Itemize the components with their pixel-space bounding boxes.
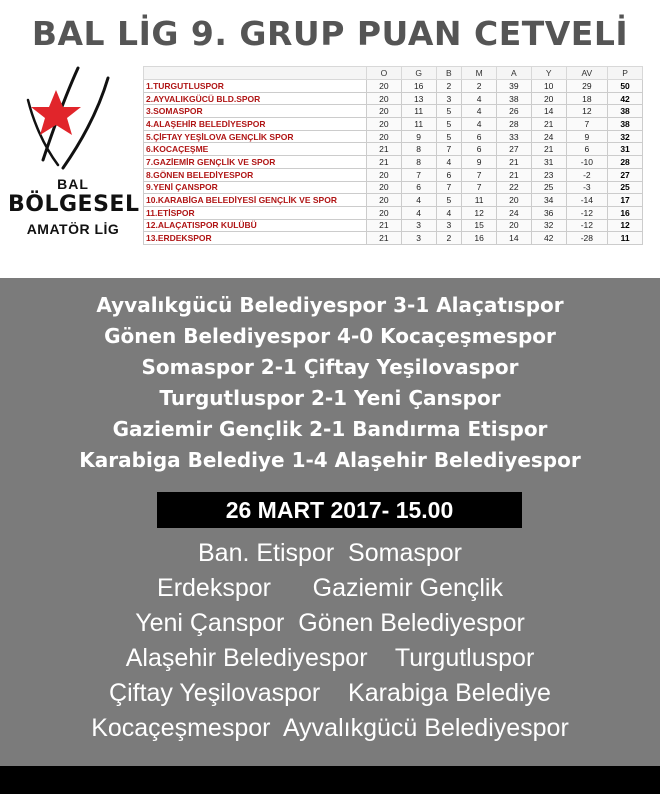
points-cell: 16 — [608, 206, 643, 219]
stat-cell: 7 — [436, 143, 462, 156]
stat-cell: 21 — [531, 143, 566, 156]
stat-cell: 20 — [367, 118, 402, 131]
stat-cell: 21 — [497, 168, 532, 181]
column-header: Y — [531, 67, 566, 80]
table-row — [144, 181, 643, 194]
stat-cell: 31 — [531, 156, 566, 169]
stat-cell: 14 — [531, 105, 566, 118]
stat-cell: 8 — [401, 156, 436, 169]
stat-cell: 18 — [566, 92, 608, 105]
results-fixtures-panel — [0, 278, 660, 766]
match-result: Somaspor 2-1 Çiftay Yeşilovaspor — [141, 355, 519, 379]
footer-bar — [0, 766, 660, 794]
stat-cell: 20 — [497, 194, 532, 207]
stat-cell: 29 — [566, 80, 608, 93]
table-row — [144, 105, 643, 118]
stat-cell: 13 — [401, 92, 436, 105]
points-cell: 32 — [608, 130, 643, 143]
logo-text-amator-lig: AMATÖR LİG — [26, 221, 120, 237]
results-list — [0, 290, 660, 476]
table-row — [144, 219, 643, 232]
stat-cell: 22 — [497, 181, 532, 194]
team-name-cell: 1.TURGUTLUSPOR — [144, 80, 367, 93]
stat-cell: 6 — [401, 181, 436, 194]
stat-cell: -2 — [566, 168, 608, 181]
match-result: Karabiga Belediye 1-4 Alaşehir Belediyespor — [79, 448, 581, 472]
fixture-date-banner: 26 MART 2017- 15.00 — [157, 492, 522, 528]
table-row — [144, 232, 643, 245]
stat-cell: 7 — [462, 168, 497, 181]
logo-text-bolgesel: BÖLGESEL — [8, 192, 140, 217]
star-emblem-icon — [8, 60, 138, 176]
stat-cell: 11 — [401, 105, 436, 118]
stat-cell: 24 — [497, 206, 532, 219]
column-header: M — [462, 67, 497, 80]
stat-cell: 16 — [462, 232, 497, 245]
team-name-cell: 4.ALAŞEHİR BELEDİYESPOR — [144, 118, 367, 131]
stat-cell: 20 — [367, 181, 402, 194]
table-row — [144, 130, 643, 143]
points-cell: 11 — [608, 232, 643, 245]
stat-cell: 3 — [436, 92, 462, 105]
stat-cell: 12 — [462, 206, 497, 219]
stat-cell: 2 — [462, 80, 497, 93]
stat-cell: 42 — [531, 232, 566, 245]
stat-cell: -28 — [566, 232, 608, 245]
stat-cell: 7 — [462, 181, 497, 194]
points-cell: 38 — [608, 118, 643, 131]
stat-cell: -14 — [566, 194, 608, 207]
stat-cell: 10 — [531, 80, 566, 93]
stat-cell: 11 — [401, 118, 436, 131]
logo-text-bal: BAL — [57, 176, 89, 192]
stat-cell: 4 — [401, 194, 436, 207]
stat-cell: 20 — [367, 80, 402, 93]
team-name-cell: 3.SOMASPOR — [144, 105, 367, 118]
fixture-item: Alaşehir Belediyespor Turgutluspor — [125, 644, 535, 672]
stat-cell: 11 — [462, 194, 497, 207]
stat-cell: 5 — [436, 118, 462, 131]
stat-cell: 5 — [436, 105, 462, 118]
table-row — [144, 168, 643, 181]
team-name-cell: 9.YENİ ÇANSPOR — [144, 181, 367, 194]
stat-cell: 21 — [497, 156, 532, 169]
stat-cell: 4 — [462, 105, 497, 118]
stat-cell: 20 — [367, 105, 402, 118]
stat-cell: 21 — [367, 156, 402, 169]
points-cell: 27 — [608, 168, 643, 181]
stat-cell: 20 — [367, 130, 402, 143]
points-cell: 38 — [608, 105, 643, 118]
stat-cell: 4 — [462, 92, 497, 105]
stat-cell: 20 — [497, 219, 532, 232]
match-result: Ayvalıkgücü Belediyespor 3-1 Alaçatıspor — [96, 293, 564, 317]
stat-cell: 34 — [531, 194, 566, 207]
fixture-item: Erdekspor Gaziemir Gençlik — [157, 574, 503, 602]
points-cell: 31 — [608, 143, 643, 156]
stat-cell: 20 — [367, 92, 402, 105]
stat-cell: 36 — [531, 206, 566, 219]
match-result: Turgutluspor 2-1 Yeni Çanspor — [159, 386, 501, 410]
table-row — [144, 206, 643, 219]
stat-cell: 27 — [497, 143, 532, 156]
stat-cell: 21 — [531, 118, 566, 131]
stat-cell: 6 — [566, 143, 608, 156]
stat-cell: 26 — [497, 105, 532, 118]
standings-table — [143, 66, 643, 245]
stat-cell: -10 — [566, 156, 608, 169]
stat-cell: 28 — [497, 118, 532, 131]
fixture-item: Ban. Etispor Somaspor — [197, 539, 462, 567]
fixtures-list — [0, 536, 660, 746]
table-row — [144, 194, 643, 207]
stat-cell: 5 — [436, 194, 462, 207]
stat-cell: 15 — [462, 219, 497, 232]
standings-header-row — [144, 67, 643, 80]
stat-cell: 20 — [367, 168, 402, 181]
stat-cell: 20 — [367, 194, 402, 207]
column-header: O — [367, 67, 402, 80]
stat-cell: 4 — [462, 118, 497, 131]
points-cell: 17 — [608, 194, 643, 207]
team-name-cell: 10.KARABİGA BELEDİYESİ GENÇLİK VE SPOR — [144, 194, 367, 207]
stat-cell: 5 — [436, 130, 462, 143]
stat-cell: 24 — [531, 130, 566, 143]
stat-cell: 21 — [367, 219, 402, 232]
stat-cell: 4 — [436, 156, 462, 169]
stat-cell: 33 — [497, 130, 532, 143]
stat-cell: 20 — [531, 92, 566, 105]
stat-cell: 9 — [462, 156, 497, 169]
stat-cell: 4 — [436, 206, 462, 219]
table-row — [144, 156, 643, 169]
table-row — [144, 143, 643, 156]
stat-cell: 6 — [462, 143, 497, 156]
team-name-cell: 11.ETİSPOR — [144, 206, 367, 219]
fixture-item: Çiftay Yeşilovaspor Karabiga Belediye — [109, 679, 551, 707]
column-header: G — [401, 67, 436, 80]
stat-cell: 20 — [367, 206, 402, 219]
stat-cell: 14 — [497, 232, 532, 245]
team-name-cell: 6.KOCAÇEŞME — [144, 143, 367, 156]
stat-cell: 25 — [531, 181, 566, 194]
points-cell: 28 — [608, 156, 643, 169]
points-cell: 50 — [608, 80, 643, 93]
match-result: Gönen Belediyespor 4-0 Kocaçeşmespor — [104, 324, 556, 348]
stat-cell: 4 — [401, 206, 436, 219]
column-header: B — [436, 67, 462, 80]
page-title: BAL LİG 9. GRUP PUAN CETVELİ — [31, 14, 629, 53]
table-row — [144, 118, 643, 131]
league-logo — [8, 60, 138, 260]
match-result: Gaziemir Gençlik 2-1 Bandırma Etispor — [112, 417, 548, 441]
stat-cell: 38 — [497, 92, 532, 105]
stat-cell: 39 — [497, 80, 532, 93]
stat-cell: 3 — [436, 219, 462, 232]
team-name-cell: 12.ALAÇATISPOR KULÜBÜ — [144, 219, 367, 232]
stat-cell: 23 — [531, 168, 566, 181]
column-header: AV — [566, 67, 608, 80]
stat-cell: 3 — [401, 232, 436, 245]
column-header: A — [497, 67, 532, 80]
stat-cell: 6 — [462, 130, 497, 143]
stat-cell: 6 — [436, 168, 462, 181]
team-name-cell: 8.GÖNEN BELEDİYESPOR — [144, 168, 367, 181]
team-name-cell: 5.ÇİFTAY YEŞİLOVA GENÇLİK SPOR — [144, 130, 367, 143]
table-row — [144, 80, 643, 93]
stat-cell: 32 — [531, 219, 566, 232]
stat-cell: 8 — [401, 143, 436, 156]
stat-cell: 7 — [401, 168, 436, 181]
points-cell: 12 — [608, 219, 643, 232]
table-row — [144, 92, 643, 105]
stat-cell: 9 — [566, 130, 608, 143]
fixture-item: Yeni Çanspor Gönen Belediyespor — [135, 609, 525, 637]
column-header: P — [608, 67, 643, 80]
fixture-item: Kocaçeşmespor Ayvalıkgücü Belediyespor — [91, 714, 569, 742]
column-header — [144, 67, 367, 80]
stat-cell: 12 — [566, 105, 608, 118]
header-panel — [0, 0, 660, 270]
stat-cell: 21 — [367, 143, 402, 156]
stat-cell: 3 — [401, 219, 436, 232]
stat-cell: -3 — [566, 181, 608, 194]
team-name-cell: 2.AYVALIKGÜCÜ BLD.SPOR — [144, 92, 367, 105]
stat-cell: 2 — [436, 80, 462, 93]
stat-cell: 7 — [566, 118, 608, 131]
stat-cell: 9 — [401, 130, 436, 143]
team-name-cell: 13.ERDEKSPOR — [144, 232, 367, 245]
stat-cell: -12 — [566, 219, 608, 232]
points-cell: 25 — [608, 181, 643, 194]
stat-cell: 7 — [436, 181, 462, 194]
stat-cell: -12 — [566, 206, 608, 219]
points-cell: 42 — [608, 92, 643, 105]
team-name-cell: 7.GAZİEMİR GENÇLİK VE SPOR — [144, 156, 367, 169]
stat-cell: 16 — [401, 80, 436, 93]
stat-cell: 21 — [367, 232, 402, 245]
stat-cell: 2 — [436, 232, 462, 245]
